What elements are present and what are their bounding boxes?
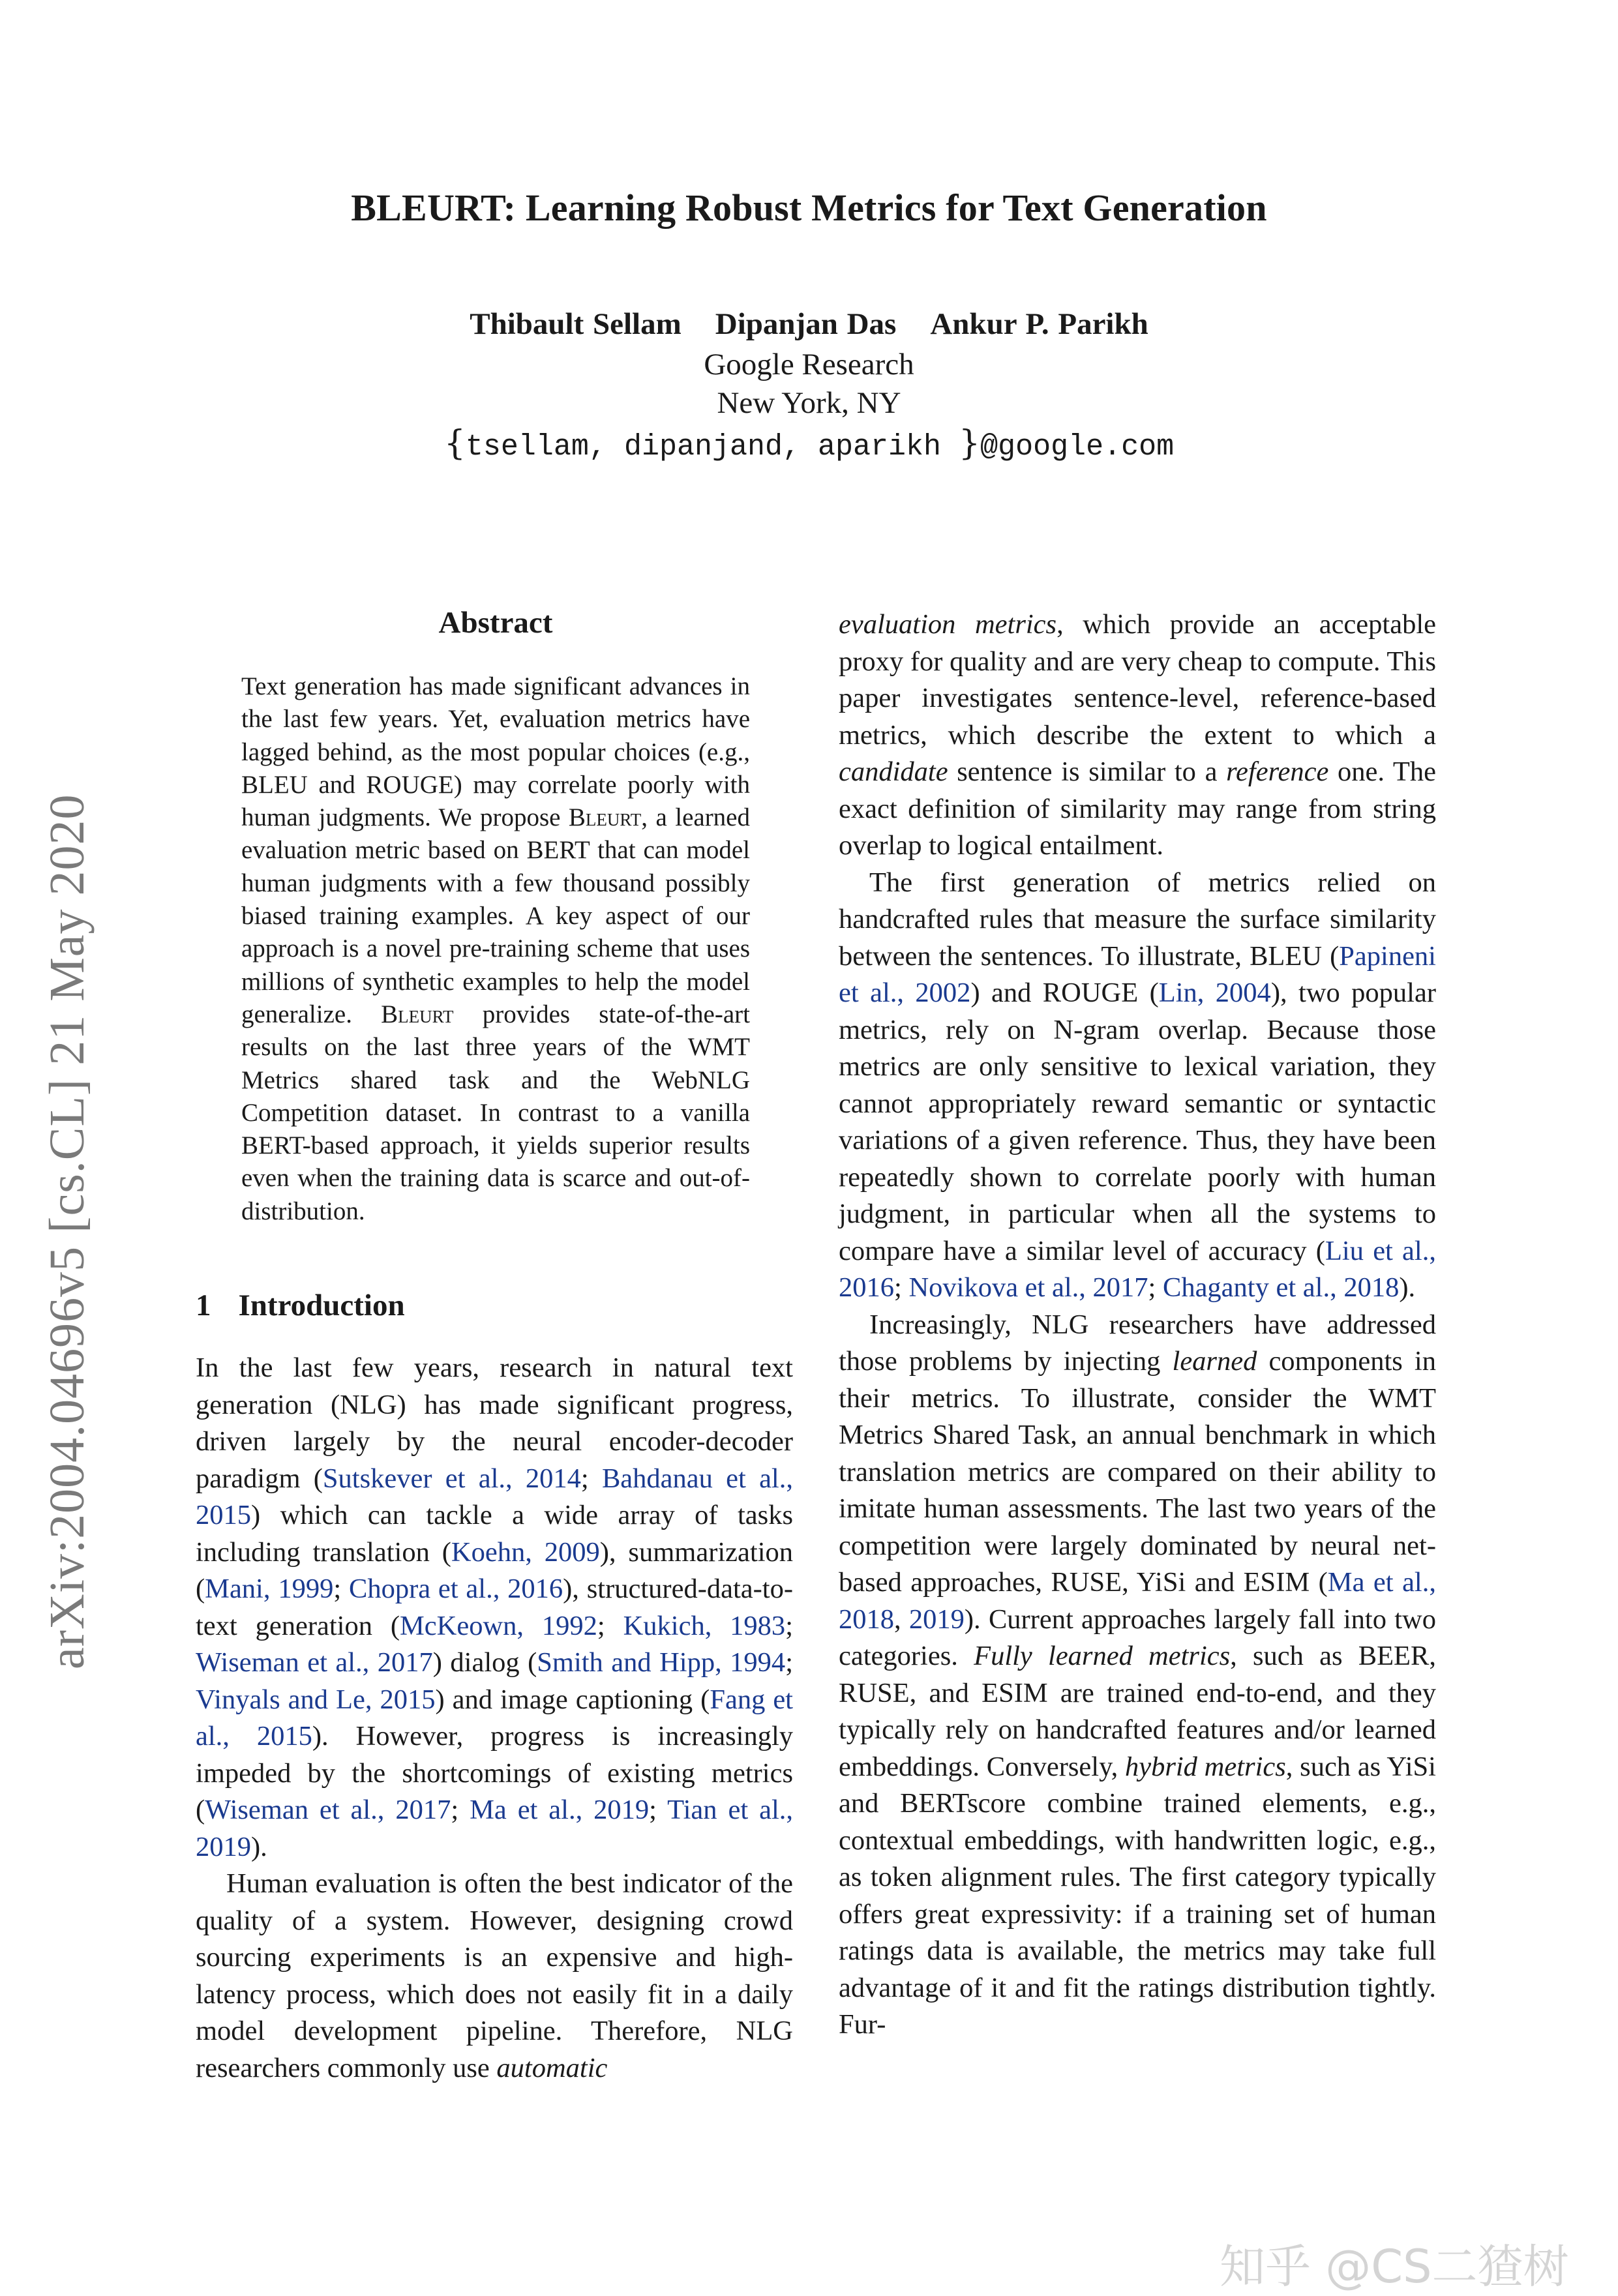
citation-link[interactable]: 2019 xyxy=(908,1603,965,1635)
citation-link[interactable]: Tian et al., 2019 xyxy=(196,1795,794,1862)
intro-paragraph-3: The first generation of metrics relied on handcrafted rules that measure the surface similarity between the sentences. To illustrate, BLEU (Papineni et al., 2002) and ROUGE (Lin, 2004), two popular metrics, rely on N-gram overlap. Because those metrics are only sensitive to lexical variation, they cannot appropriately reward semantic or syntactic variations of a given reference. Thus, they have been repeatedly shown to correlate poorly with human judgment, in particular when all the systems to compare have a similar level of accuracy (Liu et al., 2016; Novikova et al., 2017; Chaganty et al., 2018). xyxy=(839,867,1436,1303)
section-title: Introduction xyxy=(238,1289,405,1322)
citation-link[interactable]: Wiseman et al., 2017 xyxy=(196,1647,433,1678)
intro-paragraph-1: In the last few years, research in natural text generation (NLG) has made significant progress, driven largely by the neural encoder-decoder paradigm (Sutskever et al., 2014; Bahdanau et al., 2015) which can tackle a wide array of tasks including translation (Koehn, 2009), summarization (Mani, 1999; Chopra et al., 2016), structured-data-to-text generation (McKeown, 1992; Kukich, 1983; Wiseman et al., 2017) dialog (Smith and Hipp, 1994; Vinyals and Le, 2015) and image captioning (Fang et al., 2015). However, progress is increasingly impeded by the shortcomings of existing metrics (Wiseman et al., 2017; Ma et al., 2019; Tian et al., 2019). xyxy=(196,1352,794,1862)
citation-link[interactable]: Sutskever et al., 2014 xyxy=(322,1463,581,1494)
close-brace-glyph: } xyxy=(959,424,981,463)
site-watermark: 知乎 @CS二猹树 xyxy=(1220,2240,1569,2293)
citation-link[interactable]: Vinyals and Le, 2015 xyxy=(196,1684,436,1715)
email-users: tsellam, dipanjand, aparikh xyxy=(465,430,959,464)
citation-link[interactable]: Ma et al., 2019 xyxy=(470,1795,650,1825)
citation-link[interactable]: Koehn, 2009 xyxy=(451,1536,600,1568)
citation-link[interactable]: Fang et al., 2015 xyxy=(196,1684,793,1752)
right-column xyxy=(839,606,1436,2044)
citation-link[interactable]: McKeown, 1992 xyxy=(399,1610,597,1641)
bleurt-name: Bleurt xyxy=(568,803,642,832)
section-number: 1 xyxy=(196,1289,211,1322)
citation-link[interactable]: Bahdanau et al., 2015 xyxy=(196,1463,793,1530)
section-heading-introduction xyxy=(196,1288,405,1323)
location: New York, NY xyxy=(717,386,901,420)
author-name: Thibault Sellam xyxy=(470,307,682,341)
left-column xyxy=(196,1350,793,2087)
citation-link[interactable]: Novikova et al., 2017 xyxy=(908,1272,1148,1303)
citation-link[interactable]: Ma et al., 2018 xyxy=(839,1567,1436,1635)
author-name: Dipanjan Das xyxy=(715,307,897,341)
citation-link[interactable]: Kukich, 1983 xyxy=(623,1610,786,1641)
citation-link[interactable]: Chopra et al., 2016 xyxy=(348,1573,563,1604)
citation-link[interactable]: Mani, 1999 xyxy=(205,1573,334,1604)
author-name: Ankur P. Parikh xyxy=(930,307,1148,341)
citation-link[interactable]: Lin, 2004 xyxy=(1158,977,1271,1008)
author-emails xyxy=(0,424,1618,464)
email-domain: @google.com xyxy=(980,430,1175,464)
intro-paragraph-4: Increasingly, NLG researchers have addressed those problems by injecting learned components in their metrics. To illustrate, consider the WMT Metrics Shared Task, an annual benchmark in which translation metrics are compared on their ability to imitate human assessments. The last two years of the competition were largely dominated by neural net-based approaches, RUSE, YiSi and ESIM (Ma et al., 2018, 2019). Current approaches largely fall into two categories. Fully learned metrics, such as BEER, RUSE, and ESIM are trained end-to-end, and they typically rely on handcrafted features and/or learned embeddings. Conversely, hybrid metrics, such as YiSi and BERTscore combine trained elements, e.g., contextual embeddings, with handwritten logic, e.g., as token alignment rules. The first category typically offers great expressivity: if a training set of human ratings data is available, the metrics may take full advantage of it and fit the ratings distribution tightly. Fur- xyxy=(839,1309,1437,2040)
citation-link[interactable]: Wiseman et al., 2017 xyxy=(205,1795,451,1825)
bleurt-name: Bleurt xyxy=(381,1000,454,1028)
arxiv-stamp: arXiv:2004.04696v5 [cs.CL] 21 May 2020 xyxy=(40,794,95,1669)
open-brace-glyph: { xyxy=(443,424,466,463)
citation-link[interactable]: Papineni et al., 2002 xyxy=(839,940,1436,1008)
citation-link[interactable]: Liu et al., 2016 xyxy=(839,1235,1436,1303)
intro-paragraph-2-continued: evaluation metrics, which provide an acceptable proxy for quality and are very cheap to compute. This paper investigates sentence-level, reference-based metrics, which describe the extent to which a candidate sentence is similar to a reference one. The exact definition of similarity may range from string overlap to logical entailment. xyxy=(839,609,1437,861)
citation-link[interactable]: Smith and Hipp, 1994 xyxy=(537,1647,786,1678)
citation-link[interactable]: Chaganty et al., 2018 xyxy=(1162,1272,1400,1303)
abstract-heading: Abstract xyxy=(438,606,553,640)
paper-title: BLEURT: Learning Robust Metrics for Text Generation xyxy=(351,186,1267,229)
intro-paragraph-2: Human evaluation is often the best indicator of the quality of a system. However, designing crowd sourcing experiments is an expensive and high-latency process, which does not easily fit in a daily model development pipeline. Therefore, NLG researchers commonly use automatic xyxy=(196,1868,793,2083)
author-list xyxy=(0,306,1618,342)
affiliation: Google Research xyxy=(704,348,914,381)
abstract-body: Text generation has made significant advances in the last few years. Yet, evaluation metrics have lagged behind, as the most popular choices (e.g., BLEU and ROUGE) may correlate poorly with human judgments. We propose Bleurt, a learned evaluation metric based on BERT that can model human judgments with a few thousand possibly biased training examples. A key aspect of our approach is a novel pre-training scheme that uses millions of synthetic examples to help the model generalize. Bleurt provides state-of-the-art results on the last three years of the WMT Metrics shared task and the WebNLG Competition dataset. In contrast to a vanilla BERT-based approach, it yields superior results even when the training data is scarce and out-of-distribution. xyxy=(241,672,750,1225)
